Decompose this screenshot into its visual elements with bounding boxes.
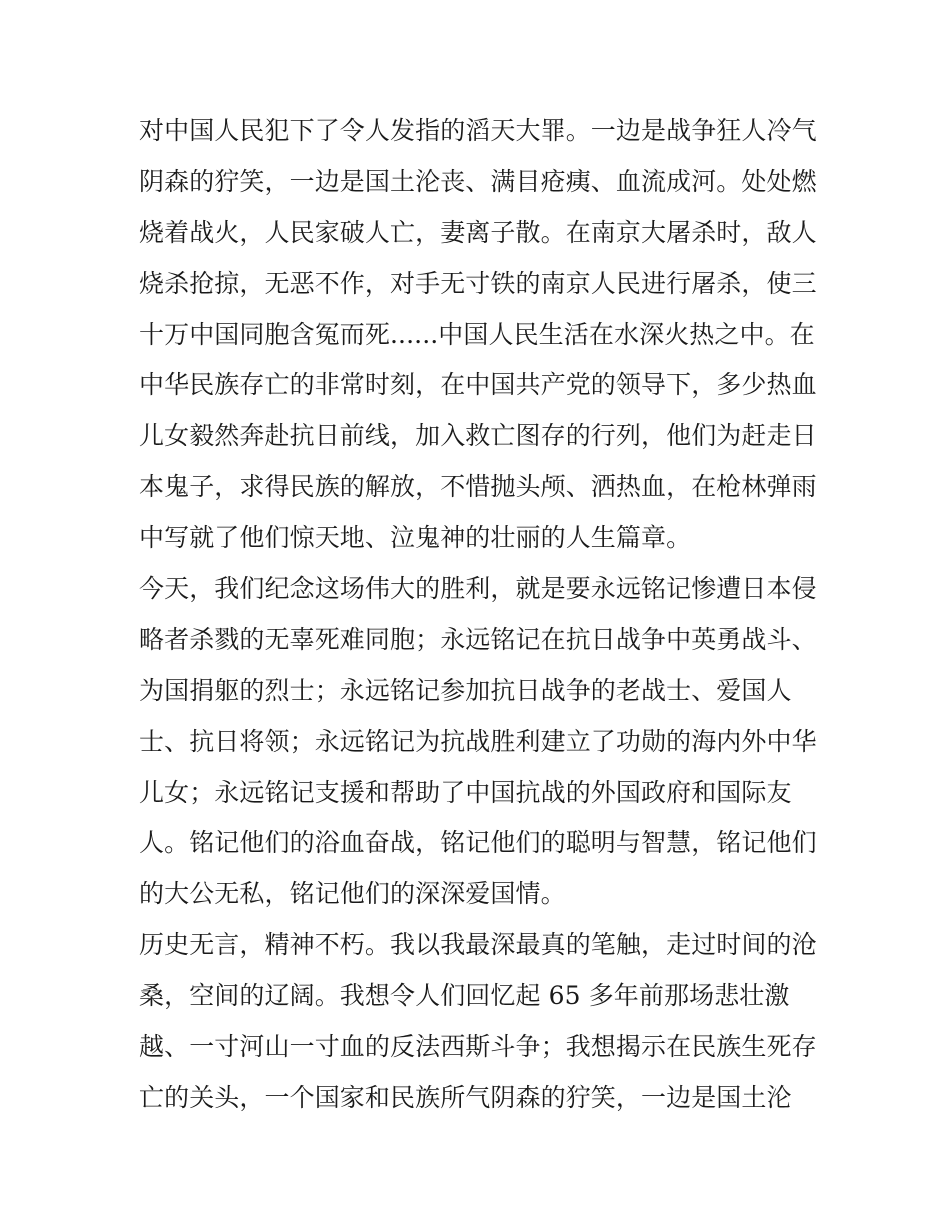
document-body [139,106,819,1124]
text-line: 今天，我们纪念这场伟大的胜利，就是要永远铭记惨遭日本侵 [139,574,817,604]
text-line: 本鬼子，求得民族的解放，不惜抛头颅、洒热血，在枪林弹雨 [139,472,817,502]
text-line: 亡的关头，一个国家和民族所气阴森的狞笑，一边是国土沦 [139,1082,792,1112]
text-line: 中写就了他们惊天地、泣鬼神的壮丽的人生篇章。 [139,523,692,553]
text-line: 阴森的狞笑，一边是国土沦丧、满目疮痍、血流成河。处处燃 [139,166,817,196]
text-line: 略者杀戮的无辜死难同胞；永远铭记在抗日战争中英勇战斗、 [139,624,817,654]
text-line: 十万中国同胞含冤而死......中国人民生活在水深火热之中。在 [139,319,815,349]
text-line: 为国捐躯的烈士；永远铭记参加抗日战争的老战士、爱国人 [139,675,792,705]
text-line: 越、一寸河山一寸血的反法西斯斗争；我想揭示在民族生死存 [139,1032,817,1062]
text-line: 烧杀抢掠，无恶不作，对手无寸铁的南京人民进行屠杀，使三 [139,268,817,298]
text-line: 儿女毅然奔赴抗日前线，加入救亡图存的行列，他们为赶走日 [139,421,817,451]
text-line: 对中国人民犯下了令人发指的滔天大罪。一边是战争狂人冷气 [139,116,817,145]
text-line: 的大公无私，铭记他们的深深爱国情。 [139,879,566,909]
text-line: 烧着战火，人民家破人亡，妻离子散。在南京大屠杀时，敌人 [139,217,817,247]
text-line: 人。铭记他们的浴血奋战，铭记他们的聪明与智慧，铭记他们 [139,828,817,858]
text-line: 儿女；永远铭记支援和帮助了中国抗战的外国政府和国际友 [139,777,792,807]
text-line: 士、抗日将领；永远铭记为抗战胜利建立了功勋的海内外中华 [139,726,817,756]
text-line: 桑，空间的辽阔。我想令人们回忆起 65 多年前那场悲壮激 [139,981,790,1011]
text-line: 历史无言，精神不朽。我以我最深最真的笔触，走过时间的沧 [139,930,817,960]
text-line: 中华民族存亡的非常时刻，在中国共产党的领导下，多少热血 [139,370,817,400]
